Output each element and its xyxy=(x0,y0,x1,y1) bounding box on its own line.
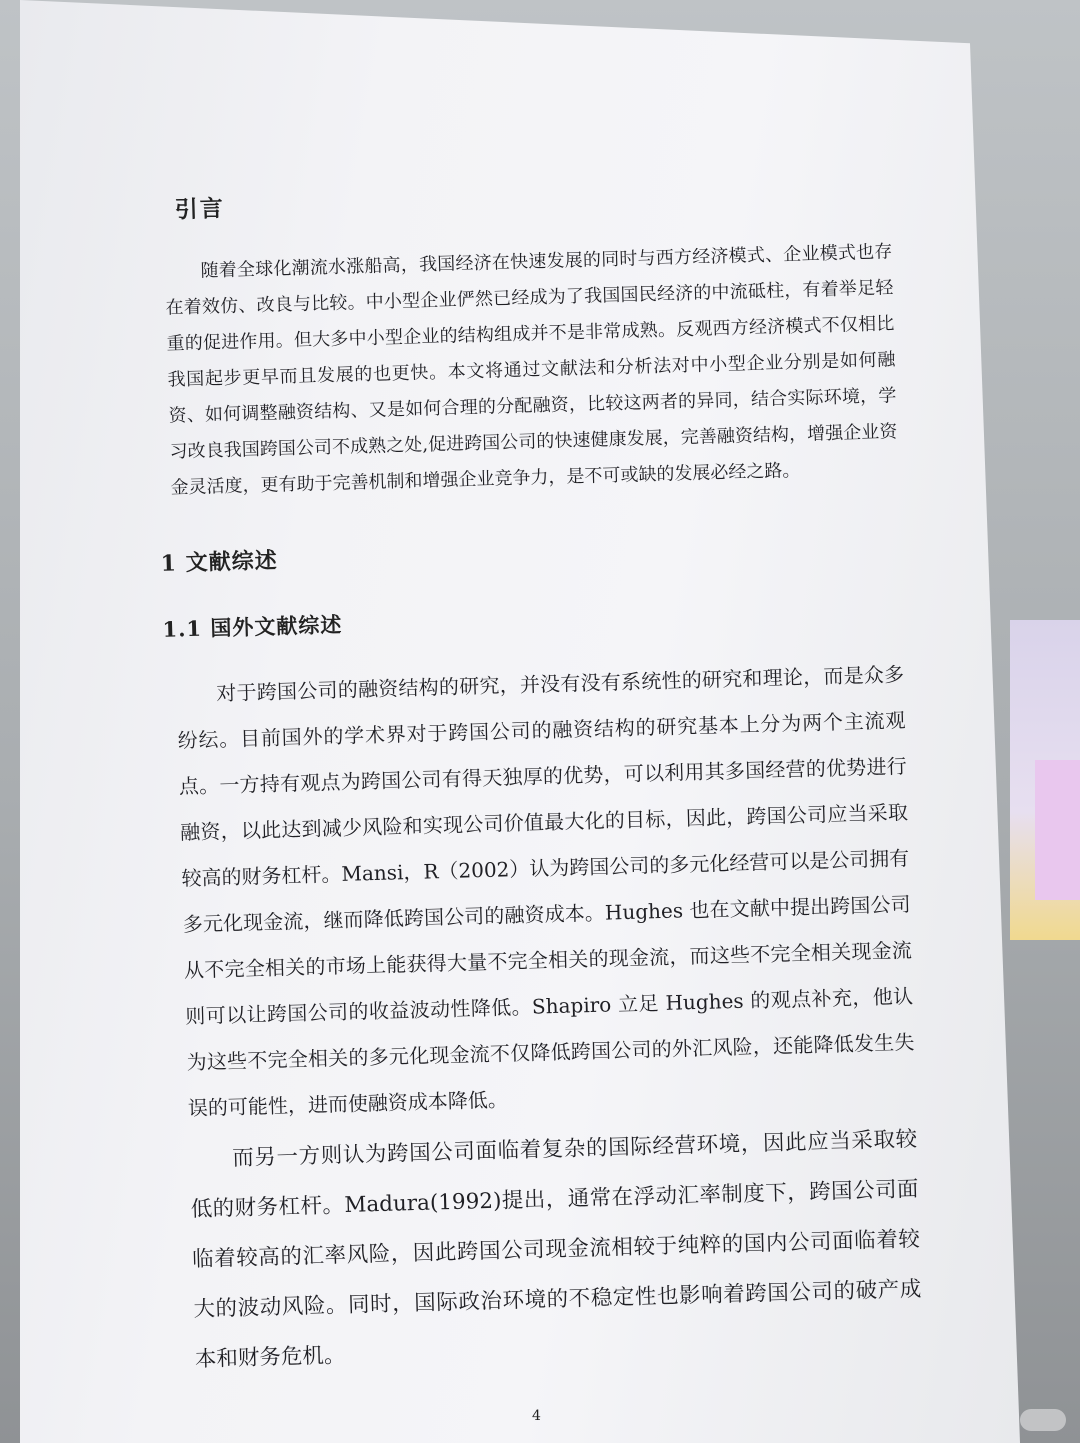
intro-paragraph: 随着全球化潮流水涨船高，我国经济在快速发展的同时与西方经济模式、企业模式也存在着效仿、改良与比较。中小型企业俨然已经成为了我国国民经济的中流砥柱，有着举足轻重的促进作用。但大多中小型企业的结构组成并不是非常成熟。反观西方经济模式不仅相比我国起步更早而且发展的也更快。本文将通过文献法和分析法对中小型企业分别是如何融资、如何调整融资结构、又是如何合理的分配融资，比较这两者的异同，结合实际环境，学习改良我国跨国公司不成熟之处,促进跨国公司的快速健康发展，完善融资结构，增强企业资金灵活度，更有助于完善机制和增强企业竞争力，是不可或缺的发展必经之路。 xyxy=(165,241,898,499)
intro-heading: 引言 xyxy=(174,194,226,224)
section-heading-literature-review: 1 文献综述 xyxy=(160,547,279,577)
app-watermark xyxy=(1020,1409,1066,1431)
body-paragraph-1: 对于跨国公司的融资结构的研究，并没有没有系统性的研究和理论，而是众多纷纭。目前国外的学术界对于跨国公司的融资结构的研究基本上分为两个主流观点。一方持有观点为跨国公司有得天独厚的优势，可以利用其多国经营的优势进行融资，以此达到减少风险和实现公司价值最大化的目标，因此，跨国公司应当采取较高的财务杠杆。Mansi，R（2002）认为跨国公司的多元化经营可以是公司拥有多元化现金流，继而降低跨国公司的融资成本。Hughes 也在文献中提出跨国公司从不完全相关的市场上能获得大量不完全相关的现金流，而这些不完全相关现金流则可以让跨国公司的收益波动性降低。Shapiro 立足 Hughes 的观点补充，他认为这些不完全相关的多元化现金流不仅降低跨国公司的外汇风险，还能降低发生失误的可能性，进而使融资成本降低。 xyxy=(177,662,915,1121)
subsection-heading-foreign-literature: 1.1 国外文献综述 xyxy=(162,611,343,642)
document-content xyxy=(150,159,923,1385)
background-colored-object-accent xyxy=(1035,760,1080,900)
page-number: 4 xyxy=(532,1408,541,1424)
body-paragraph-2: 而另一方则认为跨国公司面临着复杂的国际经营环境，因此应当采取较低的财务杠杆。Madura(1992)提出，通常在浮动汇率制度下，跨国公司面临着较高的汇率风险，因此跨国公司现金流相较于纯粹的国内公司面临着较大的波动风险。同时，国际政治环境的不稳定性也影响着跨国公司的破产成本和财务危机。 xyxy=(190,1126,922,1373)
